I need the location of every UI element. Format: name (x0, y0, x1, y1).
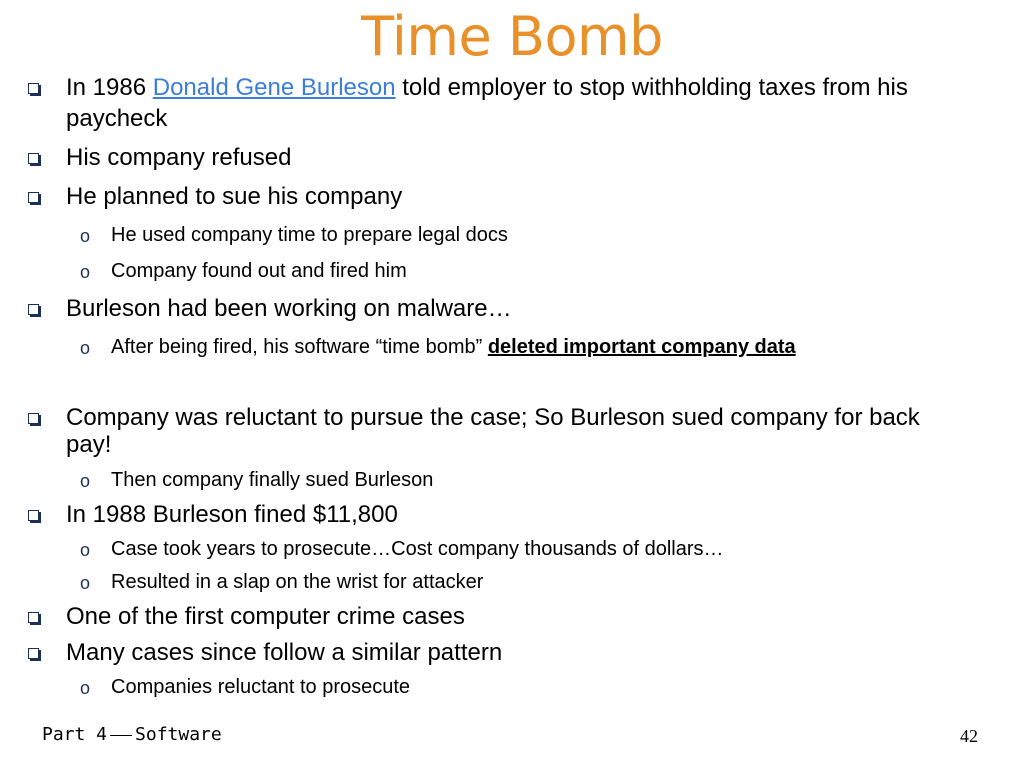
sub-bullet-item: Then company finally sued Burleson (111, 469, 434, 491)
emphasis-text: deleted important company data (487, 336, 796, 358)
circle-bullet-icon: o (80, 678, 91, 698)
circle-bullet-icon: o (80, 262, 91, 282)
checkbox-bullet-icon (28, 648, 39, 659)
footer-section-label: Part 4 Software (42, 724, 222, 745)
bullet-item: In 1986 Donald Gene Burleson told employer to stop withholding taxes from his (66, 74, 908, 101)
checkbox-bullet-icon (28, 153, 39, 164)
sub-bullet-item: After being fired, his software “time bomb” deleted important company data (111, 336, 796, 358)
circle-bullet-icon: o (80, 226, 91, 246)
bullet-item: Burleson had been working on malware… (66, 295, 512, 322)
burleson-link[interactable]: Donald Gene Burleson (152, 74, 396, 101)
sub-bullet-item: Case took years to prosecute…Cost company thousands of dollars… (111, 538, 724, 560)
sub-bullet-item: Companies reluctant to prosecute (111, 676, 411, 698)
checkbox-bullet-icon (28, 413, 39, 424)
checkbox-bullet-icon (28, 304, 39, 315)
page-number: 42 (960, 726, 978, 746)
checkbox-bullet-icon (28, 83, 39, 94)
bullet-item: His company refused (66, 144, 292, 171)
dash-separator (110, 735, 132, 736)
bullet-item: Company was reluctant to pursue the case; So Burleson sued company for back (66, 404, 920, 431)
circle-bullet-icon: o (80, 338, 91, 358)
checkbox-bullet-icon (28, 510, 39, 521)
sub-bullet-item: He used company time to prepare legal docs (111, 224, 508, 246)
bullet-item: He planned to sue his company (66, 183, 403, 210)
sub-bullet-item: Company found out and fired him (111, 260, 407, 282)
sub-bullet-item: Resulted in a slap on the wrist for attacker (111, 571, 484, 593)
bullet-item-continuation: pay! (66, 431, 112, 458)
checkbox-bullet-icon (28, 612, 39, 623)
bullet-item: In 1988 Burleson fined $11,800 (66, 501, 398, 528)
circle-bullet-icon: o (80, 471, 91, 491)
bullet-item: One of the first computer crime cases (66, 603, 465, 630)
checkbox-bullet-icon (28, 192, 39, 203)
circle-bullet-icon: o (80, 540, 91, 560)
bullet-item-continuation: paycheck (66, 105, 168, 132)
bullet-item: Many cases since follow a similar pattern (66, 639, 503, 666)
slide-title: Time Bomb (361, 5, 663, 68)
circle-bullet-icon: o (80, 573, 91, 593)
